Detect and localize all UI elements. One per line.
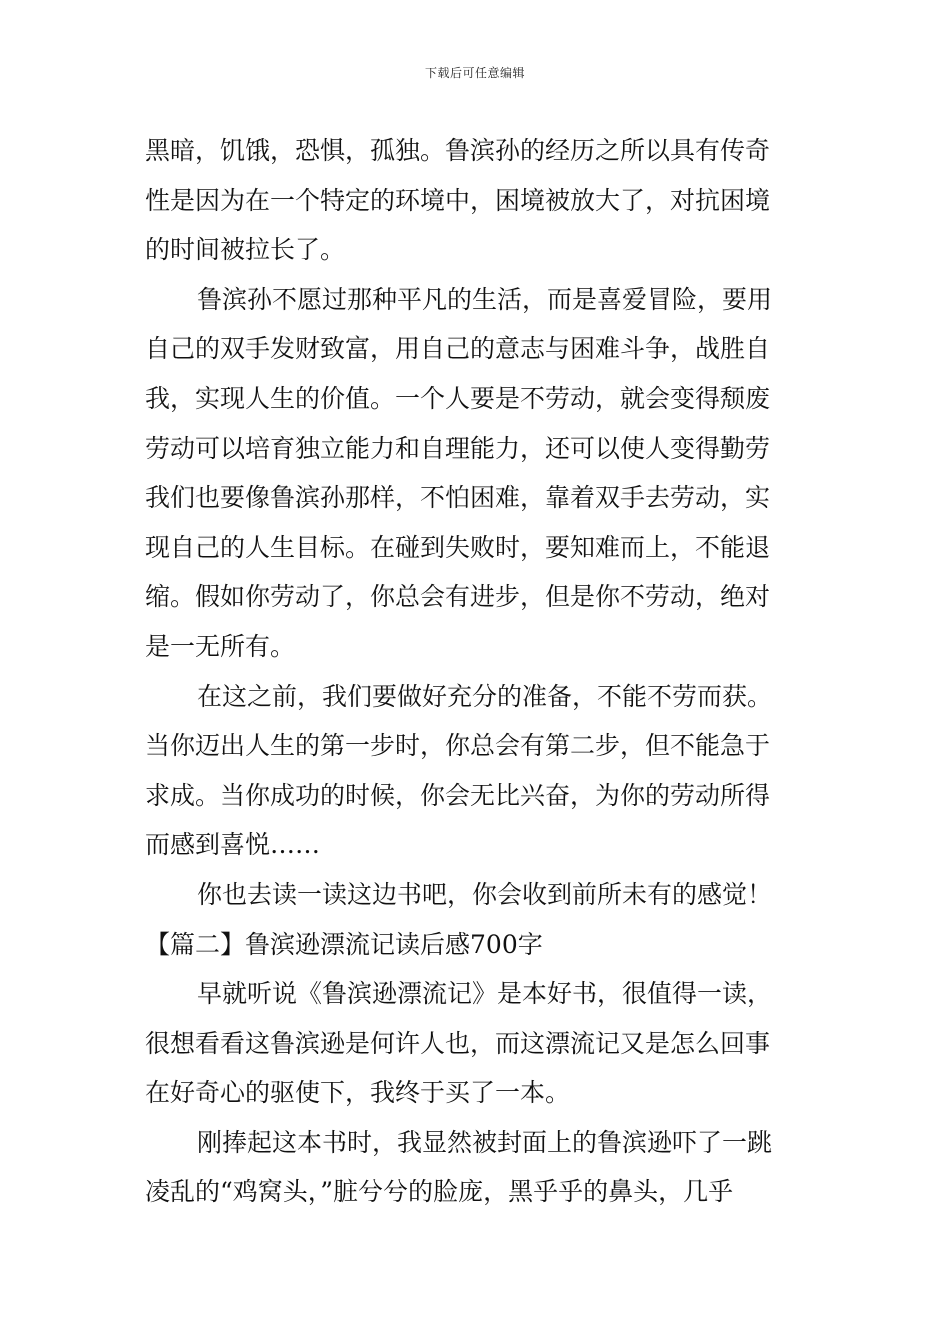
text-line: 缩。假如你劳动了，你总会有进步，但是你不劳动，绝对 (145, 582, 771, 612)
text-line: 黑暗，饥饿，恐惧，孤独。鲁滨孙的经历之所以具有传奇 (145, 136, 771, 165)
text-line: 我们也要像鲁滨孙那样，不怕困难，靠着双手去劳动，实 (145, 483, 771, 513)
text-line: 现自己的人生目标。在碰到失败时，要知难而上，不能退 (145, 532, 771, 562)
text-line: 【篇二】鲁滨逊漂流记读后感700字 (145, 929, 543, 959)
text-line: 凌乱的“鸡窝头，”脏兮兮的脸庞，黑乎乎的鼻头，几乎 (145, 1177, 734, 1207)
document-body (145, 126, 815, 1217)
text-line: 在好奇心的驱使下，我终于买了一本。 (145, 1078, 571, 1108)
paragraph-first-line: 在这之前，我们要做好充分的准备，不能不劳而获。 (197, 681, 773, 711)
text-line: 自己的双手发财致富，用自己的意志与困难斗争，战胜自 (145, 334, 771, 364)
text-line: 性是因为在一个特定的环境中，困境被放大了，对抗困境 (145, 185, 771, 215)
text-line: 我，实现人生的价值。一个人要是不劳动，就会变得颓废 (145, 383, 771, 413)
paragraph-first-line: 早就听说《鲁滨逊漂流记》是本好书，很值得一读， (197, 979, 773, 1009)
paragraph-first-line: 刚捧起这本书时，我显然被封面上的鲁滨逊吓了一跳 (197, 1127, 773, 1157)
paragraph-first-line: 你也去读一读这边书吧，你会收到前所未有的感觉！ (197, 879, 773, 909)
text-line: 求成。当你成功的时候，你会无比兴奋，为你的劳动所得 (145, 780, 771, 810)
text-line: 当你迈出人生的第一步时，你总会有第二步，但不能急于 (145, 731, 771, 761)
text-line: 的时间被拉长了。 (145, 235, 346, 265)
text-line: 劳动可以培育独立能力和自理能力，还可以使人变得勤劳 (145, 433, 771, 463)
text-line: 而感到喜悦…… (145, 830, 321, 860)
text-line: 是一无所有。 (145, 631, 296, 661)
text-line: 很想看看这鲁滨逊是何许人也，而这漂流记又是怎么回事 (145, 1028, 771, 1058)
paragraph-first-line: 鲁滨孙不愿过那种平凡的生活，而是喜爱冒险，要用 (197, 284, 773, 314)
page-header: 下载后可任意编辑 (424, 66, 525, 80)
